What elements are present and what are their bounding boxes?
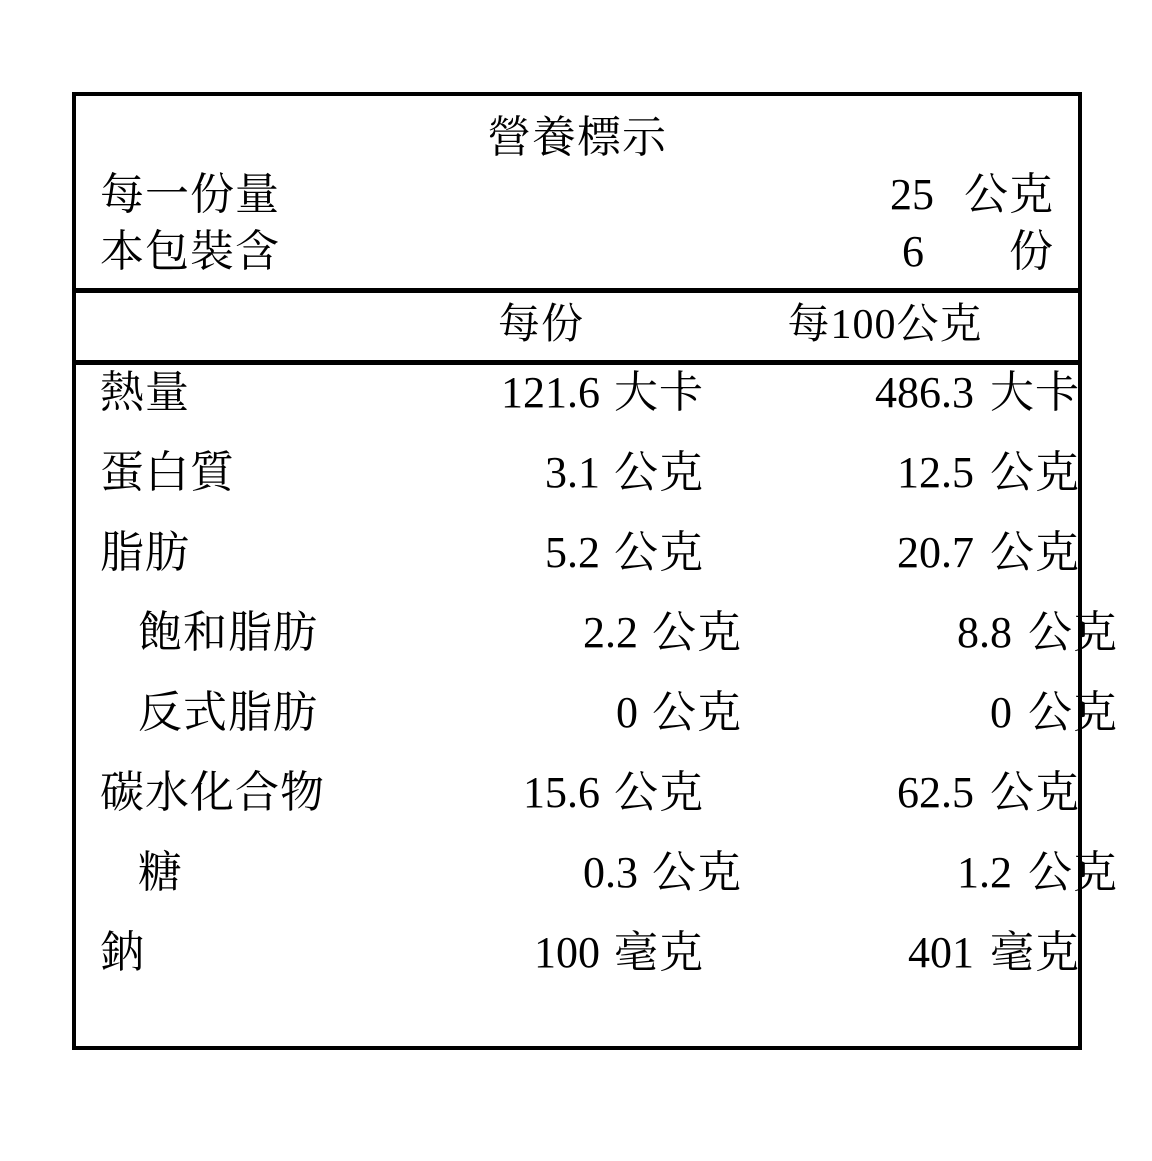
panel-title: 營養標示	[487, 113, 667, 162]
nutrient-per-serving-unit: 毫克	[614, 927, 704, 977]
nutrient-name: 蛋白質	[100, 447, 235, 497]
nutrient-per-100g-value: 62.5	[897, 767, 974, 817]
column-header-per-100g: 每100公克	[787, 302, 983, 349]
servings-per-package-value: 6	[902, 227, 924, 277]
nutrient-per-serving-value: 121.6	[501, 367, 600, 417]
table-row	[76, 607, 1118, 691]
nutrient-per-serving-value: 0	[616, 687, 638, 737]
servings-per-package-label: 本包裝含	[100, 227, 280, 277]
nutrient-per-serving-unit: 公克	[614, 527, 704, 577]
nutrient-per-serving-unit: 大卡	[614, 367, 704, 417]
nutrient-per-100g-value: 12.5	[897, 447, 974, 497]
serving-size-value: 25	[890, 170, 934, 219]
serving-size-row	[76, 166, 1078, 223]
column-header-row	[76, 293, 1078, 360]
nutrient-per-100g-unit: 公克	[990, 767, 1080, 817]
nutrient-name: 碳水化合物	[100, 767, 325, 817]
nutrient-name: 糖	[138, 847, 183, 897]
nutrient-per-100g-unit: 公克	[1028, 687, 1118, 737]
table-row	[76, 447, 1080, 531]
table-row	[76, 927, 1080, 1011]
serving-size-unit: 公克	[964, 170, 1054, 219]
serving-size-label: 每一份量	[100, 170, 280, 219]
nutrient-per-serving-unit: 公克	[652, 847, 742, 897]
nutrient-per-100g-unit: 大卡	[990, 367, 1080, 417]
table-row	[76, 687, 1118, 771]
nutrient-name: 反式脂肪	[138, 687, 318, 737]
nutrient-per-100g-value: 1.2	[957, 847, 1012, 897]
nutrient-per-serving-unit: 公克	[652, 687, 742, 737]
nutrient-name: 熱量	[100, 367, 190, 417]
nutrient-per-100g-unit: 毫克	[990, 927, 1080, 977]
nutrient-per-serving-value: 15.6	[523, 767, 600, 817]
nutrient-per-serving-unit: 公克	[614, 767, 704, 817]
nutrient-per-serving-value: 0.3	[583, 847, 638, 897]
nutrient-per-serving-unit: 公克	[614, 447, 704, 497]
nutrient-per-100g-value: 0	[990, 687, 1012, 737]
nutrient-per-serving-unit: 公克	[652, 607, 742, 657]
nutrient-per-serving-value: 100	[534, 927, 600, 977]
nutrition-facts-panel	[72, 92, 1118, 1050]
table-row	[76, 847, 1118, 931]
nutrient-per-100g-value: 8.8	[957, 607, 1012, 657]
servings-per-package-row	[76, 223, 1078, 280]
nutrient-name: 飽和脂肪	[138, 607, 318, 657]
table-row	[76, 767, 1080, 851]
table-row	[76, 527, 1080, 611]
nutrient-per-100g-value: 486.3	[875, 367, 974, 417]
column-header-name	[76, 299, 376, 352]
nutrient-per-100g-value: 401	[908, 927, 974, 977]
nutrient-name: 鈉	[100, 927, 145, 977]
column-header-per-serving: 每份	[497, 302, 584, 349]
nutrient-per-100g-unit: 公克	[1028, 847, 1118, 897]
table-row	[76, 367, 1080, 451]
nutrient-per-100g-unit: 公克	[990, 447, 1080, 497]
serving-info	[76, 160, 1078, 282]
servings-per-package-unit: 份	[1009, 227, 1054, 277]
nutrient-per-serving-value: 3.1	[545, 447, 600, 497]
nutrient-per-100g-unit: 公克	[990, 527, 1080, 577]
nutrient-per-serving-value: 5.2	[545, 527, 600, 577]
nutrient-name: 脂肪	[100, 527, 190, 577]
nutrient-per-100g-value: 20.7	[897, 527, 974, 577]
nutrient-rows	[76, 365, 1118, 1011]
nutrient-per-serving-value: 2.2	[583, 607, 638, 657]
nutrient-per-100g-unit: 公克	[1028, 607, 1118, 657]
